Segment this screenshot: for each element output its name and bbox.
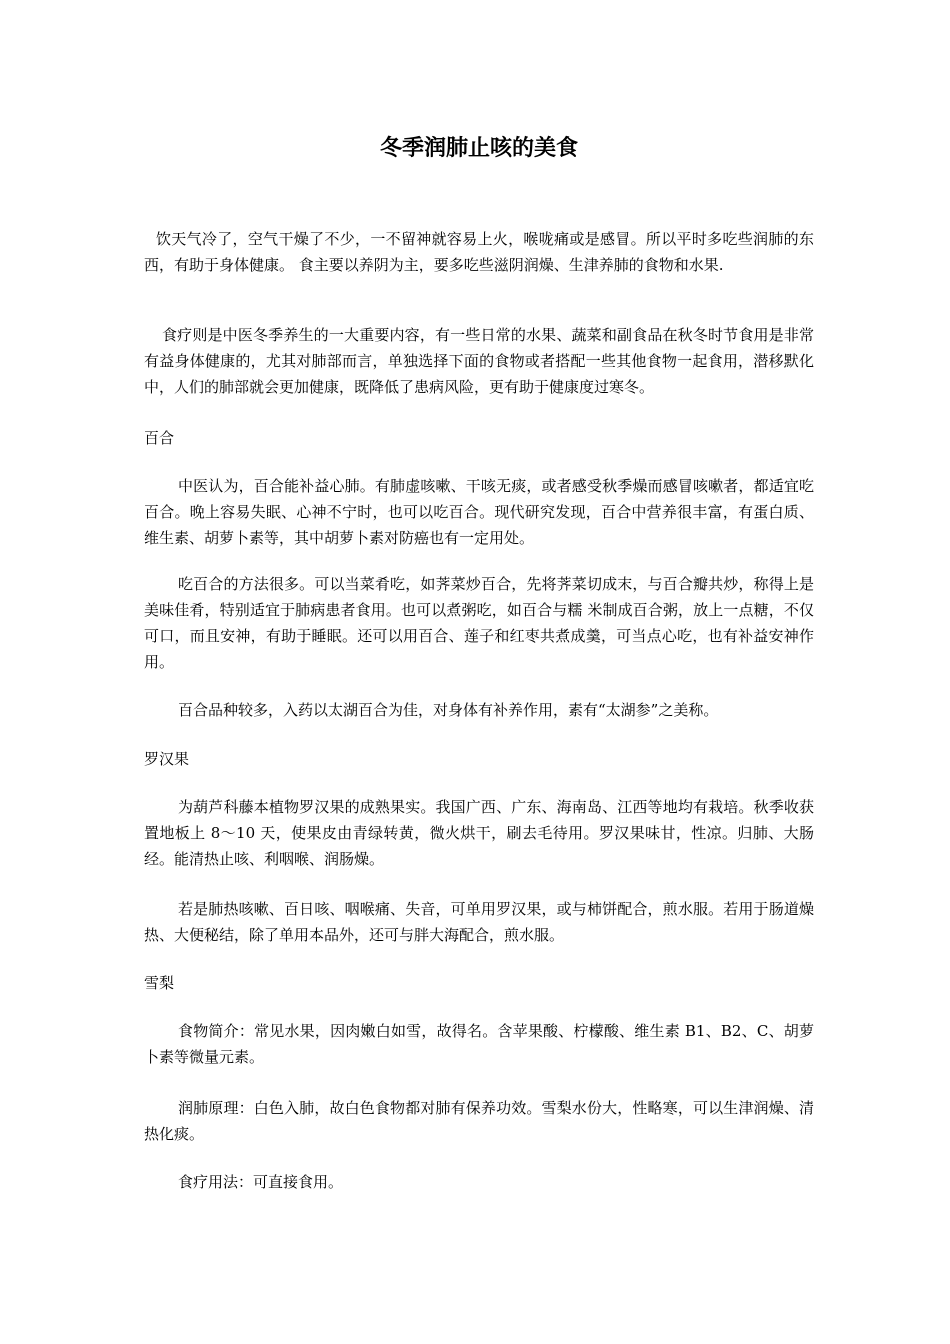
section-heading-xueli: 雪梨 — [144, 974, 175, 992]
section-heading-baihe: 百合 — [144, 429, 175, 447]
baihe-paragraph-2: 吃百合的方法很多。可以当菜肴吃，如荠菜炒百合，先将荠菜切成末，与百合瓣共炒，称得上是美味佳肴，特别适宜于肺病患者食用。也可以煮粥吃，如百合与糯 米制成百合粥，放上一点糖，不仅可口，而且安神，有助于睡眠。还可以用百合、莲子和红枣共煮成羹，可当点心吃，也有补益安神作用。 — [144, 575, 814, 671]
baihe-paragraph-3: 百合品种较多，入药以太湖百合为佳，对身体有补养作用，素有“太湖参”之美称。 — [178, 701, 719, 719]
xueli-paragraph-2: 润肺原理：白色入肺，故白色食物都对肺有保养功效。雪梨水份大，性略寒，可以生津润燥、清热化痰。 — [144, 1099, 814, 1143]
section-heading-luohanguo: 罗汉果 — [144, 750, 190, 768]
luohanguo-paragraph-1: 为葫芦科藤本植物罗汉果的成熟果实。我国广西、广东、海南岛、江西等地均有栽培。秋季收获置地板上 8～10 天，使果皮由青绿转黄，微火烘干，刷去毛待用。罗汉果味甘，性凉。归肺、大肠经。能清热止咳、利咽喉、润肠燥。 — [144, 798, 814, 868]
document-title: 冬季润肺止咳的美食 — [379, 136, 578, 161]
xueli-paragraph-3: 食疗用法：可直接食用。 — [178, 1173, 344, 1191]
luohanguo-paragraph-2: 若是肺热咳嗽、百日咳、咽喉痛、失音，可单用罗汉果，或与柿饼配合，煎水服。若用于肠道燥热、大便秘结，除了单用本品外，还可与胖大海配合，煎水服。 — [144, 900, 814, 944]
xueli-paragraph-1: 食物简介：常见水果，因肉嫩白如雪，故得名。含苹果酸、柠檬酸、维生素 B1、B2、C、胡萝卜素等微量元素。 — [144, 1022, 814, 1066]
baihe-paragraph-1: 中医认为，百合能补益心肺。有肺虚咳嗽、干咳无痰，或者感受秋季燥而感冒咳嗽者，都适宜吃百合。晚上容易失眠、心神不宁时，也可以吃百合。现代研究发现，百合中营养很丰富，有蛋白质、维生素、胡萝卜素等，其中胡萝卜素对防癌也有一定用处。 — [144, 477, 814, 547]
intro-paragraph-2: 食疗则是中医冬季养生的一大重要内容，有一些日常的水果、蔬菜和副食品在秋冬时节食用是非常有益身体健康的，尤其对肺部而言，单独选择下面的食物或者搭配一些其他食物一起食用，潜移默化中，人们的肺部就会更加健康，既降低了患病风险，更有助于健康度过寒冬。 — [144, 326, 814, 396]
intro-paragraph-1: 饮天气冷了，空气干燥了不少，一不留神就容易上火，喉咙痛或是感冒。所以平时多吃些润肺的东西，有助于身体健康。 食主要以养阴为主，要多吃些滋阴润燥、生津养肺的食物和水果. — [144, 230, 814, 274]
